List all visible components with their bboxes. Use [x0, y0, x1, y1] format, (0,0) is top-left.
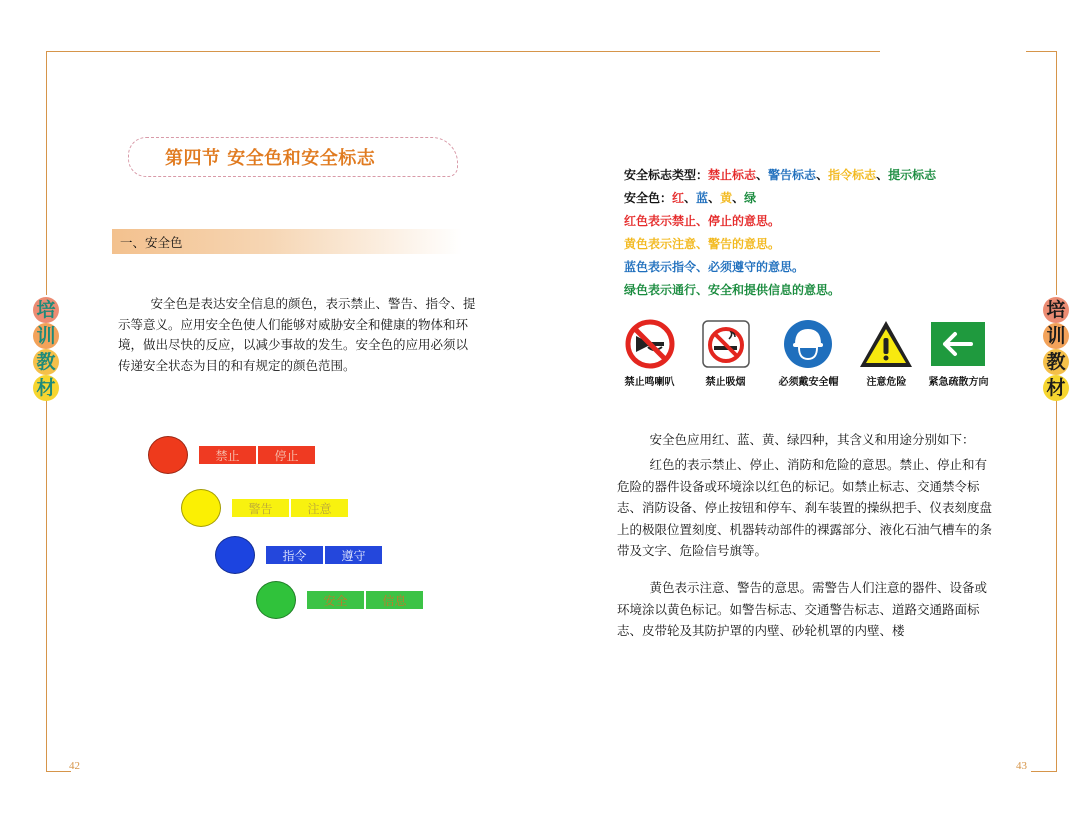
sign-danger: [855, 318, 918, 388]
subsection-title: 一、安全色: [120, 234, 183, 250]
sign-label: 禁止鸣喇叭: [624, 377, 675, 388]
emergency-exit-arrow-icon: [930, 318, 986, 370]
sign-emergency-exit: [924, 318, 993, 388]
legend-meaning-yellow: 黄色表示注意、警告的意思。: [624, 237, 781, 251]
sign-label: 禁止吸烟: [705, 377, 746, 388]
badge-char: 训: [1043, 323, 1069, 349]
sign-hard-hat: [770, 318, 847, 388]
color-tag: 停止: [258, 446, 315, 464]
page-number-right: 43: [1016, 760, 1027, 772]
color-row-yellow: [181, 489, 350, 527]
sign-label: 紧急疏散方向: [928, 377, 989, 388]
frame-right-line-upper: [1056, 51, 1057, 295]
blue-dot: [215, 536, 255, 574]
frame-left-line-lower: [46, 400, 47, 771]
color-row-blue: [215, 536, 384, 574]
color-tag: 警告: [232, 499, 289, 517]
badge-char: 材: [33, 375, 59, 401]
badge-char: 教: [1043, 349, 1069, 375]
sign-no-horn: [618, 318, 681, 388]
green-dot: [256, 581, 296, 619]
page-number-left: 42: [69, 760, 80, 772]
section-title: 第四节 安全色和安全标志: [165, 148, 376, 169]
legend-meaning-blue: 蓝色表示指令、必须遵守的意思。: [624, 260, 805, 274]
color-tag: 遵守: [325, 546, 382, 564]
safety-signs: [618, 318, 993, 388]
color-row-red: [148, 436, 317, 474]
badge-char: 教: [33, 349, 59, 375]
badge-char: 培: [1043, 297, 1069, 323]
sign-no-smoking: [689, 318, 762, 388]
frame-left-line-upper: [46, 51, 47, 295]
yellow-meaning-paragraph: 黄色表示注意、警告的意思。需警告人们注意的器件、设备或环境涂以黄色标记。如警告标志、交通警告标志、道路交通路面标志、皮带轮及其防护罩的内壁、砂轮机罩的内壁、楼: [617, 580, 988, 638]
frame-bottom-line-left: [46, 771, 71, 772]
frame-bottom-line-right: [1031, 771, 1057, 772]
color-tag: 安全: [307, 591, 364, 609]
subsection-header: [112, 229, 462, 254]
badge-char: 培: [33, 297, 59, 323]
color-tag: 信息: [366, 591, 423, 609]
legend-meaning-red: 红色表示禁止、停止的意思。: [624, 214, 781, 228]
sign-label: 必须戴安全帽: [778, 377, 839, 388]
red-dot: [148, 436, 188, 474]
badge-char: 训: [33, 323, 59, 349]
red-meaning-paragraph: 红色的表示禁止、停止、消防和危险的意思。禁止、停止和有危险的器件设备或环境涂以红色的标记。如禁止标志、交通禁令标志、消防设备、停止按钮和停车、刹车装置的操纵把手、仪表刻度盘上的极限位置刻度、机器转动部件的裸露部分、液化石油气槽车的条带及文字、危险信号旗等。: [617, 457, 993, 558]
legend-colors: 安全色：红、蓝、黄、绿: [624, 191, 757, 205]
color-tag: 注意: [291, 499, 348, 517]
frame-top-line-left: [46, 51, 880, 52]
no-smoking-icon: [698, 318, 754, 370]
yellow-dot: [181, 489, 221, 527]
warning-danger-icon: [858, 318, 914, 370]
hard-hat-required-icon: [780, 318, 836, 370]
no-horn-icon: [622, 318, 678, 370]
legend-meaning-green: 绿色表示通行、安全和提供信息的意思。: [624, 283, 841, 297]
intro-colors-paragraph: 安全色应用红、蓝、黄、绿四种，其含义和用途分别如下：: [649, 432, 975, 447]
sign-label: 注意危险: [866, 377, 907, 388]
side-badge-right: [1043, 297, 1069, 401]
frame-top-line-right: [1026, 51, 1057, 52]
section-title-box: [128, 137, 458, 177]
color-tag: 指令: [266, 546, 323, 564]
side-badge-left: [33, 297, 59, 401]
safety-legend: [624, 164, 936, 302]
intro-paragraph: 安全色是表达安全信息的颜色，表示禁止、警告、指令、提示等意义。应用安全色使人们能够对威胁安全和健康的物体和环境，做出尽快的反应，以减少事故的发生。安全色的应用必须以传递安全状态为目的和有规定的颜色范围。: [118, 296, 476, 373]
legend-sign-types: 安全标志类型：禁止标志、警告标志、指令标志、提示标志: [624, 168, 937, 182]
frame-right-line-lower: [1056, 400, 1057, 771]
color-row-green: [256, 581, 425, 619]
color-tag: 禁止: [199, 446, 256, 464]
badge-char: 材: [1043, 375, 1069, 401]
